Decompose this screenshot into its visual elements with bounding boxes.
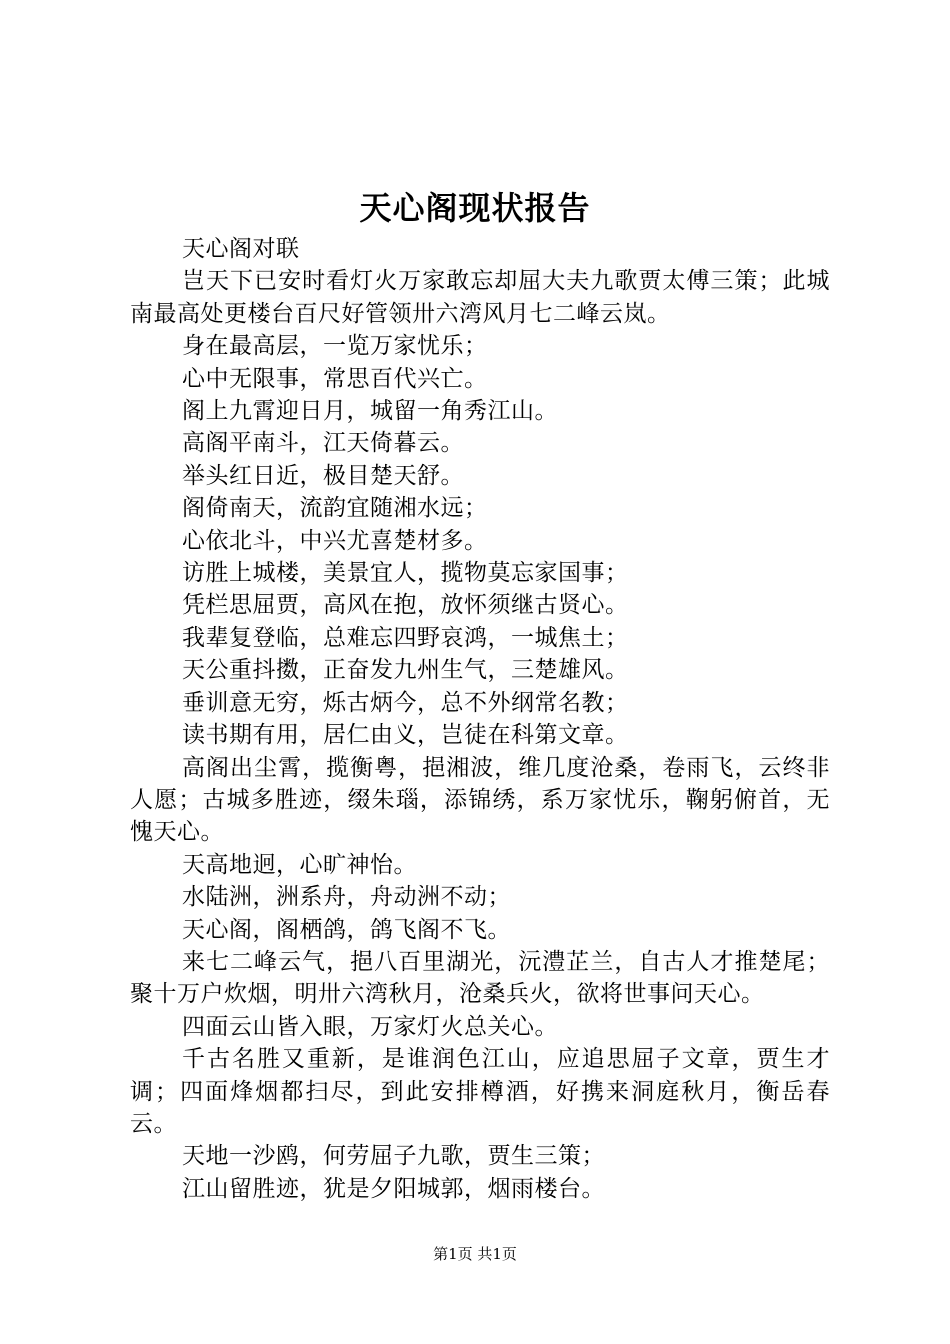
paragraph: 天公重抖擞，正奋发九州生气，三楚雄风。 (182, 657, 629, 684)
paragraph: 来七二峰云气，挹八百里湖光，沅澧芷兰，自古人才推楚尾；聚十万户炊烟，明卅六湾秋月，沧桑兵火，欲将世事问天心。 (130, 948, 830, 1008)
paragraph: 天高地迥，心旷神怡。 (182, 851, 417, 878)
paragraph: 岂天下已安时看灯火万家敢忘却屈大夫九歌贾太傅三策；此城南最高处更楼台百尺好管领卅六湾风月七二峰云岚。 (130, 268, 830, 327)
paragraph: 访胜上城楼，美景宜人，揽物莫忘家国事； (182, 560, 629, 587)
paragraph: 天心阁对联 (182, 236, 300, 262)
paragraph: 身在最高层，一览万家忧乐； (182, 333, 488, 360)
paragraph: 读书期有用，居仁由义，岂徒在科第文章。 (182, 722, 629, 749)
paragraph: 高阁出尘霄，揽衡粤，挹湘波，维几度沧桑，卷雨飞，云终非人愿；古城多胜迹，缀朱瑙，添锦绣，系万家忧乐，鞠躬俯首，无愧天心。 (130, 754, 830, 846)
paragraph: 我辈复登临，总难忘四野哀鸿，一城焦土； (182, 624, 629, 651)
paragraph: 高阁平南斗，江天倚暮云。 (182, 430, 464, 457)
paragraph: 江山留胜迹，犹是夕阳城郭，烟雨楼台。 (182, 1175, 605, 1202)
paragraph: 四面云山皆入眼，万家灯火总关心。 (182, 1013, 558, 1040)
paragraph: 阁上九霄迎日月，城留一角秀江山。 (182, 398, 558, 425)
paragraph: 水陆洲，洲系舟，舟动洲不动； (182, 884, 511, 911)
paragraph: 心依北斗，中兴尤喜楚材多。 (182, 527, 488, 554)
paragraph: 天心阁，阁栖鸽，鸽飞阁不飞。 (182, 916, 511, 943)
paragraph: 天地一沙鸥，何劳屈子九歌，贾生三策； (182, 1143, 605, 1170)
paragraph: 心中无限事，常思百代兴亡。 (182, 365, 488, 392)
document-body (130, 233, 830, 1205)
paragraph: 阁倚南天，流韵宜随湘水远； (182, 495, 488, 522)
document-title: 天心阁现状报告 (359, 189, 591, 227)
page-footer: 第1页 共1页 (433, 1245, 517, 1263)
paragraph: 凭栏思屈贾，高风在抱，放怀须继古贤心。 (182, 592, 629, 619)
paragraph: 举头红日近，极目楚天舒。 (182, 462, 464, 489)
paragraph: 垂训意无穷，烁古炳今，总不外纲常名教； (182, 689, 629, 716)
paragraph: 千古名胜又重新，是谁润色江山，应追思屈子文章，贾生才调；四面烽烟都扫尽，到此安排樽酒，好携来洞庭秋月，衡岳春云。 (130, 1046, 830, 1137)
